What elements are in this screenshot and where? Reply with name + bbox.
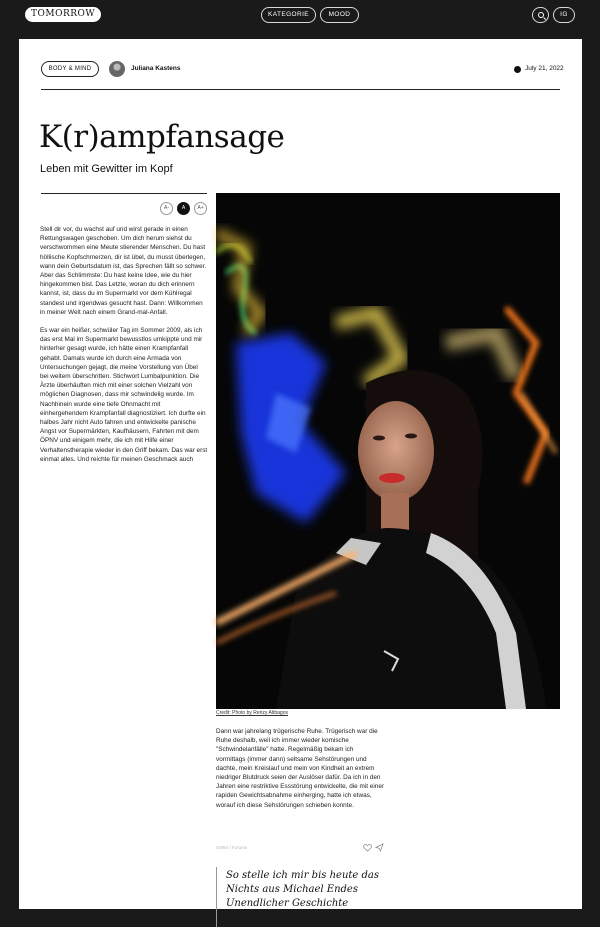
article-body-continued — [216, 727, 384, 810]
heart-icon[interactable] — [363, 843, 372, 852]
article-body-left — [40, 225, 208, 473]
author-avatar — [109, 61, 125, 77]
nav-kategorie-button[interactable]: KATEGORIE — [261, 7, 316, 23]
font-size-decrease-button[interactable]: A- — [160, 202, 173, 215]
search-icon — [538, 12, 544, 18]
author-name[interactable]: Juliana Kastens — [131, 65, 181, 72]
share-icon[interactable] — [375, 843, 384, 852]
search-button[interactable] — [532, 7, 549, 23]
publish-date: July 21, 2022 — [525, 65, 564, 72]
article-photo — [216, 193, 560, 709]
portrait-photo-illustration — [216, 193, 560, 709]
font-size-increase-button[interactable]: A+ — [194, 202, 207, 215]
instagram-button[interactable]: IG — [553, 7, 575, 23]
date-dot-icon — [514, 66, 521, 73]
column-divider — [41, 193, 207, 194]
site-logo[interactable]: TOMORROW — [25, 7, 101, 22]
article-meta — [41, 61, 564, 79]
article-title: K(r)ampfansage — [39, 119, 285, 155]
body-paragraph: Es war ein heißer, schwüler Tag im Sommer 2009, als ich das erst Mal im Supermarkt bewusstlos umkippte und mir hinterher gesagt wurde, ich hätte einen Krampfanfall gehabt. Damals wurde ich durch eine Armada von Untersuchungen gejagt, die meine Vorstellung von Übel bei weitem überschritten. Stichwort Lumbalpunktion. Die Ärzte überhäuften mich mit einer solchen Vielzahl von möglichen Diagnosen, dass mir schwindelig wurde. Im Nachhinein wurde eine tiefe Ohnmacht mit einhergehendem Krampfanfall diagnostiziert. Ich durfte ein halbes Jahr nicht Auto fahren und entwickelte panische Angst vor Supermärkten, Kaufhäusern, Fahrten mit dem ÖPNV und einigem mehr, die ich mit Hilfe einer Verhaltenstherapie wieder in den Griff bekam. Das war erst einmal alles. Und reichte für meinen Geschmack auch — [40, 327, 208, 463]
font-size-default-button[interactable]: A — [177, 202, 190, 215]
pull-quote: So stelle ich mir bis heute das Nichts aus Michael Endes Unendlicher Geschichte — [226, 870, 379, 909]
article-card — [19, 39, 582, 909]
top-navigation — [0, 0, 600, 30]
header-divider — [41, 89, 560, 90]
body-paragraph: Dann war jahrelang trügerische Ruhe. Trügerisch war die Ruhe deshalb, weil ich immer wieder komische "Schwindelanfälle" hatte. Regelmäßig bekam ich vormittags (immer dann) seltsame Sehstörungen und dachte, mein Kreislauf und mein von Kindheit an extrem niedriger Blutdruck seien der Auslöser dafür. Da ich in den Jahren eine restriktive Essstörung entwickelte, die mit einer rapiden Gewichtsabnahme einherging, hatte ich etwas, worauf ich diese Sehstörungen schieben konnte. — [216, 728, 385, 809]
quote-bar — [216, 867, 217, 927]
paragraph-footer-label: 0x984 | Forums — [216, 845, 248, 850]
body-paragraph: Stell dir vor, du wachst auf und wirst gerade in einen Rettungswagen geschoben. Um dich herum siehst du verschwommen eine Meute stierender Menschen. Du hast höllische Kopfschmerzen, dir ist übel, du musst überlegen, wann dein Geburtsdatum ist, das Sprechen fällt so schwer. Aber das Schlimmste: Du hast keine Idee, wie du hier hingekommen bist. Das Letzte, woran du dich erinnern kannst, ist, dass du im Supermarkt vor dem Kühlregal standest und irgendwas gesucht hast. Dann: Willkommen in meiner Welt nach einem Grand-mal-Anfall. — [40, 226, 207, 316]
image-credit-link[interactable]: Credit: Photo by Renzy Atibagos — [216, 710, 288, 716]
article-subtitle: Leben mit Gewitter im Kopf — [40, 163, 173, 175]
nav-mood-button[interactable]: MOOD — [320, 7, 359, 23]
category-tag[interactable]: BODY & MIND — [41, 61, 99, 77]
